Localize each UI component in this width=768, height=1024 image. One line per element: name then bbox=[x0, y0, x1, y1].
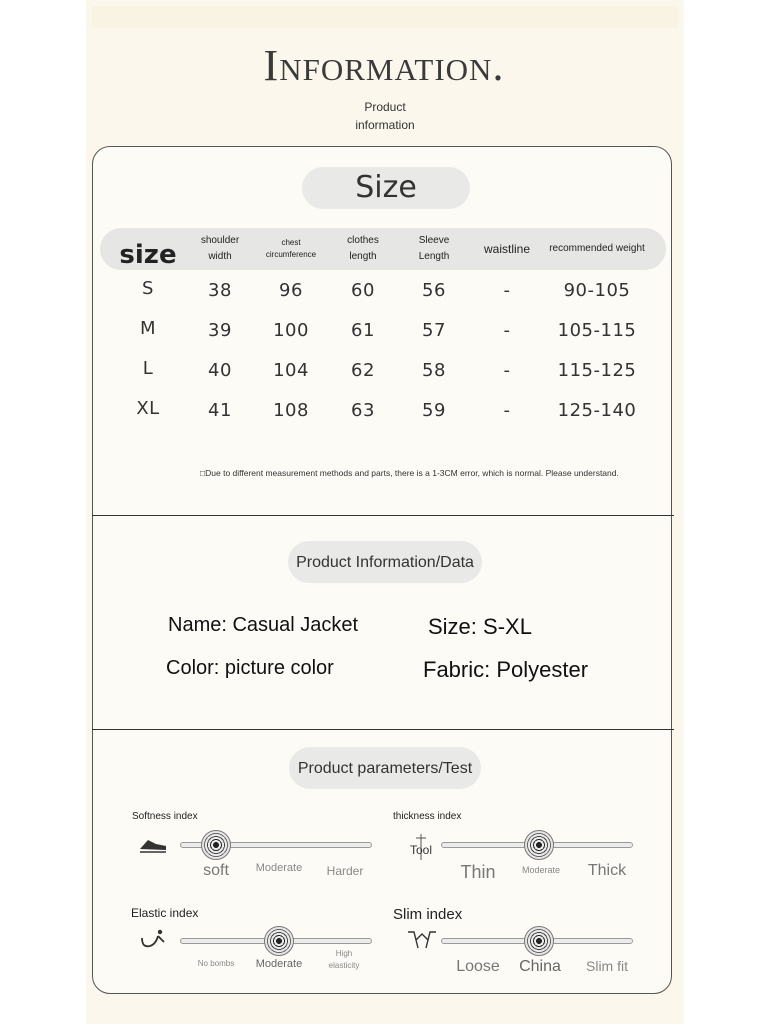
cell-clothes-length: 62 bbox=[351, 360, 375, 381]
tool-icon-text: Tool bbox=[410, 843, 433, 857]
cell-size: S bbox=[142, 278, 154, 299]
softness-slider-knob bbox=[201, 830, 231, 860]
thickness-index-label: thickness index bbox=[393, 811, 462, 822]
header-shoulder-width: shoulder width bbox=[200, 235, 240, 262]
slim-tick-china: China bbox=[519, 958, 561, 975]
elastic-tick-moderate: Moderate bbox=[255, 958, 303, 970]
cell-shoulder-width: 38 bbox=[208, 280, 232, 301]
thickness-slider-knob bbox=[524, 830, 554, 860]
cell-waistline: - bbox=[503, 320, 511, 341]
cell-recommended-weight: 90-105 bbox=[563, 280, 631, 301]
elastic-tick-no-bombs: No bombs bbox=[197, 959, 235, 968]
cell-size: L bbox=[142, 358, 154, 379]
product-name: Name: Casual Jacket bbox=[168, 614, 359, 636]
slim-tick-loose: Loose bbox=[456, 958, 500, 975]
page-subtitle bbox=[0, 98, 768, 134]
subtitle-line-1: Product bbox=[364, 100, 406, 114]
cell-clothes-length: 63 bbox=[351, 400, 375, 421]
elastic-index-label: Elastic index bbox=[131, 906, 199, 920]
cell-shoulder-width: 41 bbox=[208, 400, 232, 421]
cell-chest-circumference: 100 bbox=[273, 320, 309, 341]
slim-tick-slim-fit: Slim fit bbox=[586, 958, 628, 974]
cell-shoulder-width: 39 bbox=[208, 320, 232, 341]
product-info-pill: Product Information/Data bbox=[288, 541, 482, 583]
section-divider-2 bbox=[92, 729, 674, 730]
top-strip bbox=[92, 6, 678, 28]
cell-chest-circumference: 104 bbox=[273, 360, 309, 381]
subtitle-line-2: information bbox=[355, 118, 415, 132]
softness-tick-soft: soft bbox=[203, 862, 229, 879]
stretch-figure-icon bbox=[138, 928, 168, 950]
cell-size: XL bbox=[136, 398, 160, 419]
slim-slider-knob bbox=[524, 926, 554, 956]
header-size: size bbox=[119, 240, 177, 270]
cell-recommended-weight: 115-125 bbox=[557, 360, 637, 381]
softness-tick-harder: Harder bbox=[326, 864, 364, 878]
cell-waistline: - bbox=[503, 400, 511, 421]
cell-waistline: - bbox=[503, 280, 511, 301]
elastic-slider-knob bbox=[264, 926, 294, 956]
page-title: Information. bbox=[263, 41, 505, 90]
product-color: Color: picture color bbox=[166, 657, 334, 679]
cell-sleeve-length: 56 bbox=[422, 280, 446, 301]
header-recommended-weight: recommended weight bbox=[549, 243, 645, 254]
shoe-sole-icon bbox=[138, 836, 168, 854]
softness-index-label: Softness index bbox=[132, 811, 198, 822]
section-divider-1 bbox=[92, 515, 674, 516]
cell-sleeve-length: 58 bbox=[422, 360, 446, 381]
cell-chest-circumference: 108 bbox=[273, 400, 309, 421]
product-params-pill: Product parameters/Test bbox=[289, 747, 481, 789]
cell-clothes-length: 61 bbox=[351, 320, 375, 341]
softness-tick-moderate: Moderate bbox=[255, 862, 303, 874]
header-sleeve-length: Sleeve Length bbox=[418, 235, 450, 262]
cell-sleeve-length: 59 bbox=[422, 400, 446, 421]
header-clothes-length: clothes length bbox=[347, 235, 379, 262]
cell-chest-circumference: 96 bbox=[279, 280, 303, 301]
slim-index-label: Slim index bbox=[393, 906, 463, 923]
tool-icon bbox=[404, 832, 438, 862]
thickness-tick-moderate: Moderate bbox=[521, 865, 561, 875]
header-chest-circumference: chest circumference bbox=[265, 238, 317, 259]
cell-recommended-weight: 105-115 bbox=[557, 320, 637, 341]
size-section-pill: Size bbox=[302, 167, 470, 209]
cell-size: M bbox=[139, 318, 157, 339]
silhouette-icon bbox=[406, 928, 438, 952]
cell-sleeve-length: 57 bbox=[422, 320, 446, 341]
cell-waistline: - bbox=[503, 360, 511, 381]
header-waistline: waistline bbox=[483, 242, 531, 256]
cell-recommended-weight: 125-140 bbox=[557, 400, 637, 421]
elastic-tick-high-elasticity: High elasticity bbox=[328, 949, 360, 970]
product-size: Size: S-XL bbox=[428, 614, 532, 639]
thickness-tick-thick: Thick bbox=[587, 862, 627, 879]
cell-clothes-length: 60 bbox=[351, 280, 375, 301]
thickness-tick-thin: Thin bbox=[460, 862, 496, 882]
cell-shoulder-width: 40 bbox=[208, 360, 232, 381]
measurement-note: □Due to different measurement methods and parts, there is a 1-3CM error, which is normal. Please understand. bbox=[200, 468, 619, 478]
product-fabric: Fabric: Polyester bbox=[423, 657, 589, 682]
